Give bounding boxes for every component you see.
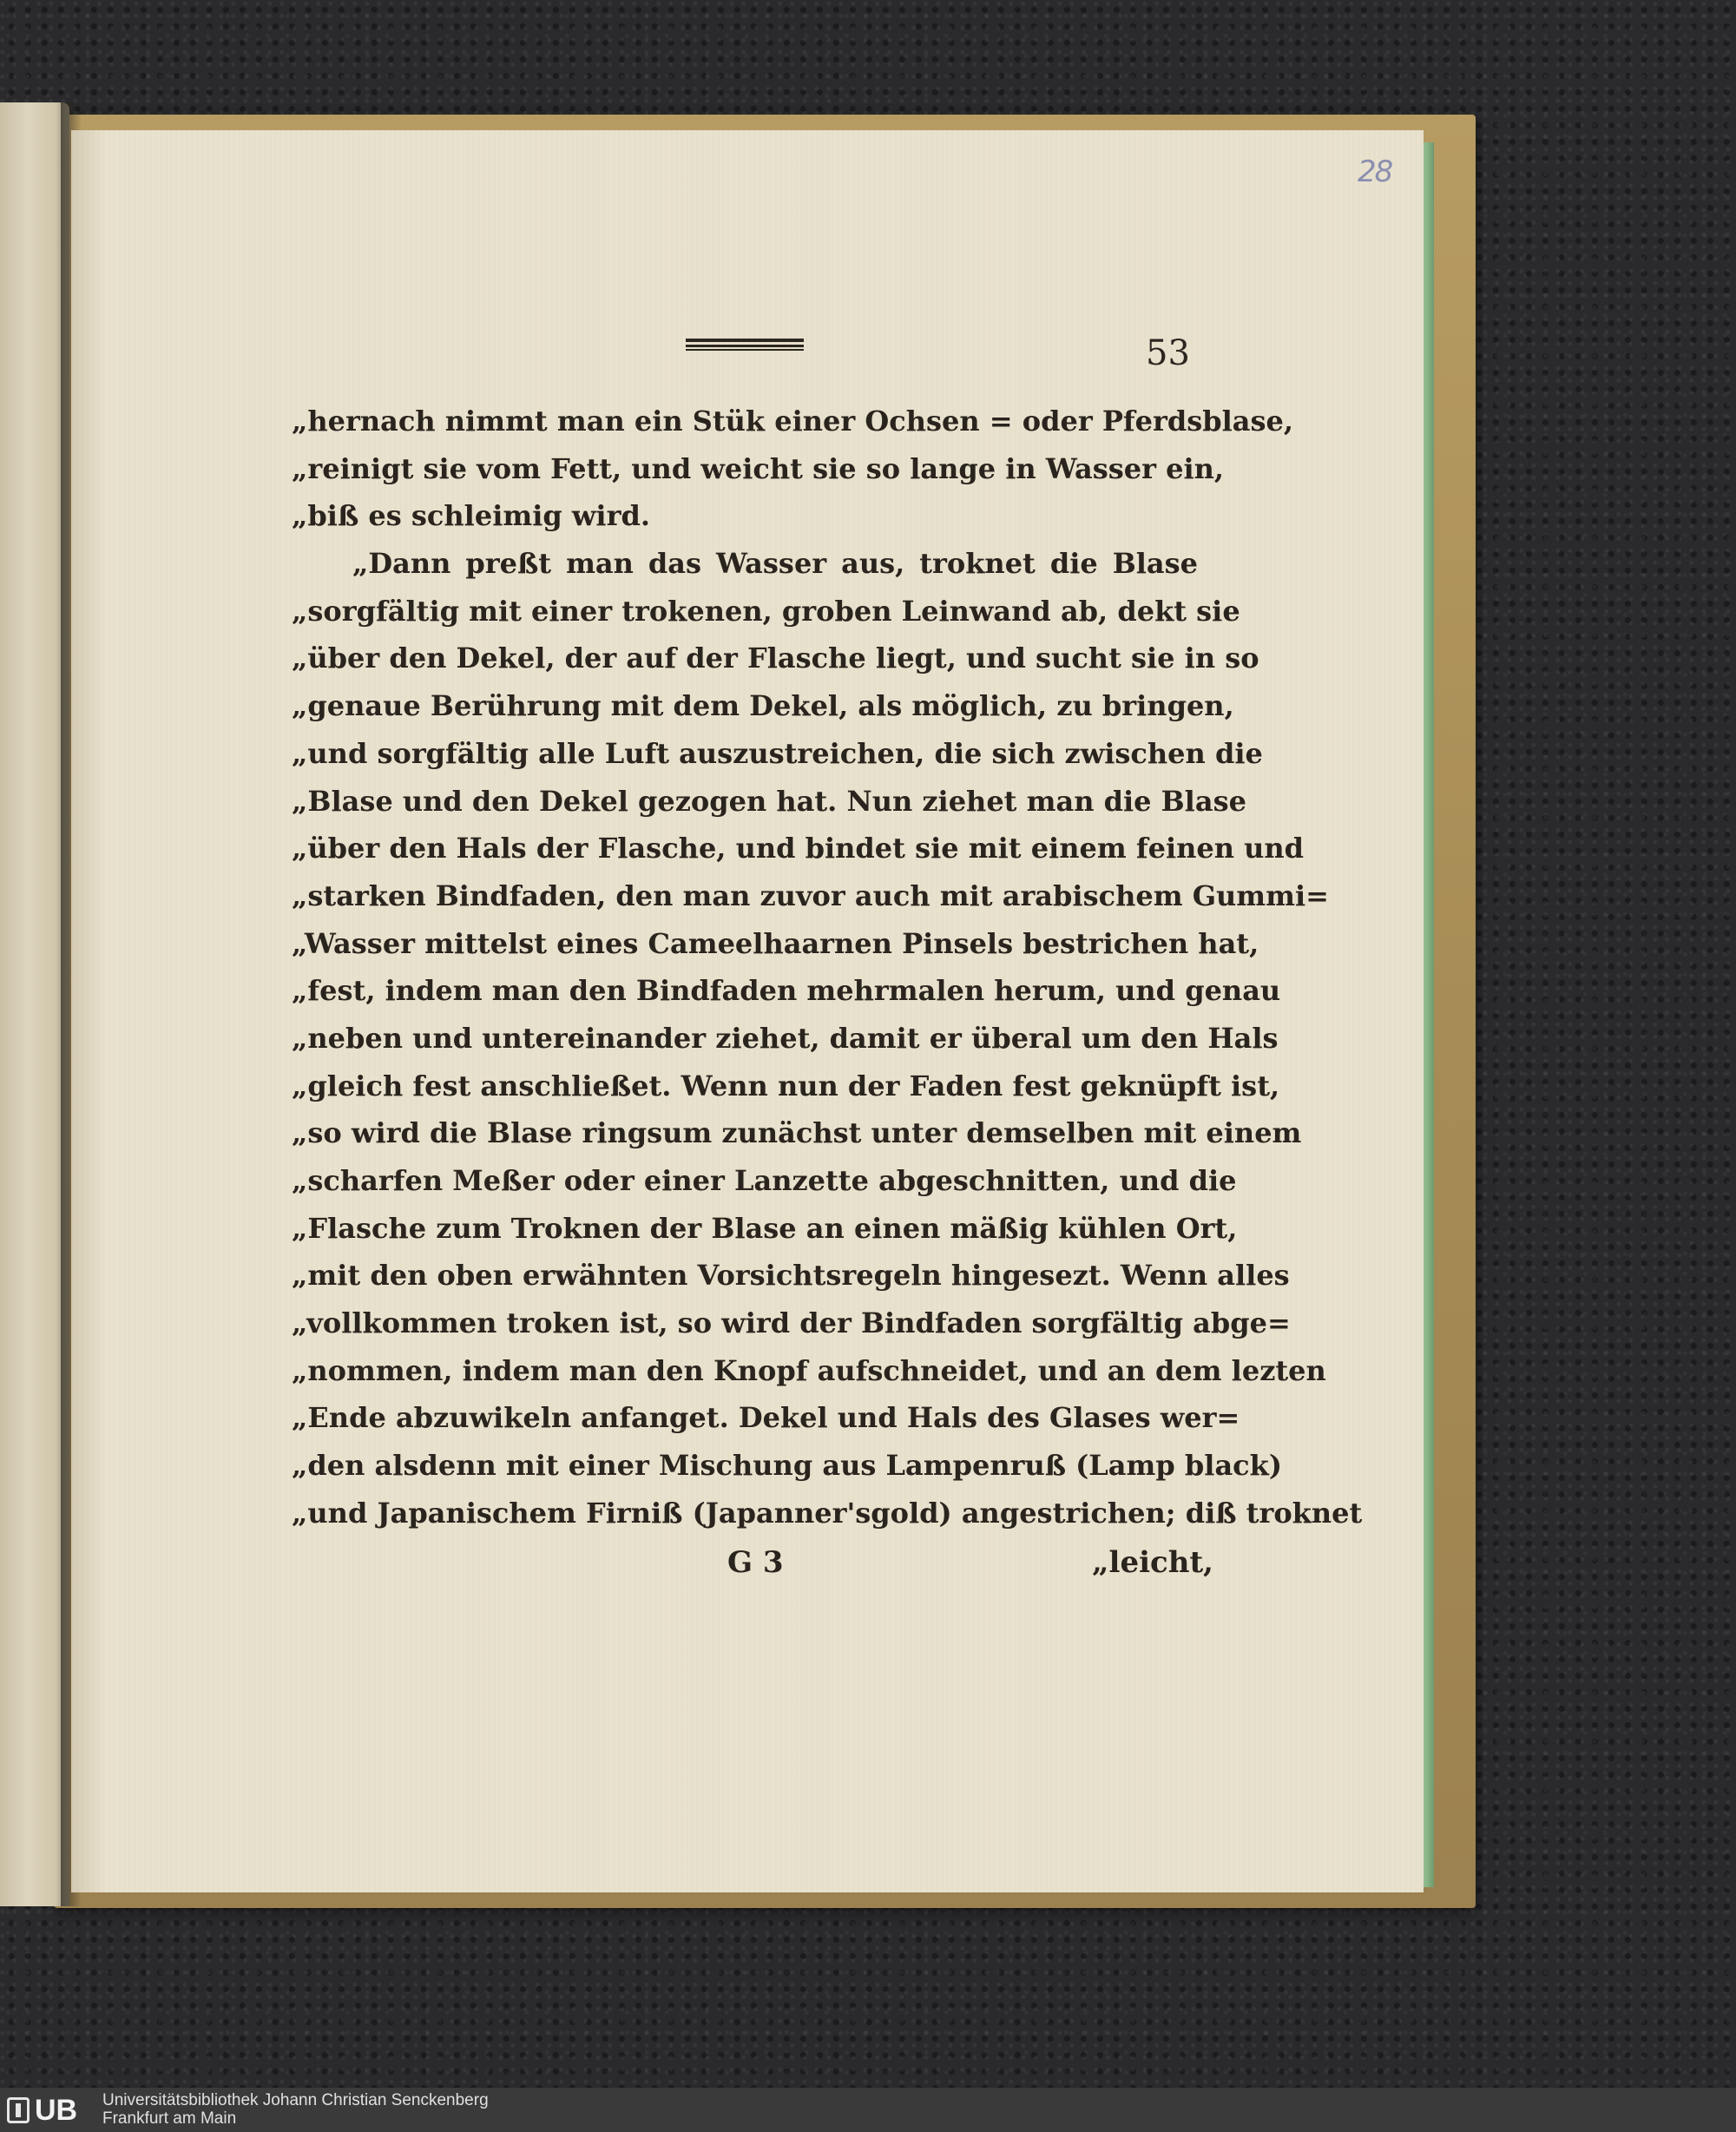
pencil-folio-number: 28 [1358, 155, 1392, 189]
text-line: „Dann preßt man das Wasser aus, troknet die Blase [352, 547, 1198, 581]
text-line: „gleich fest anschließet. Wenn nun der Faden fest geknüpft ist, [292, 1069, 1280, 1102]
text-line: „reinigt sie vom Fett, und weicht sie so lange in Wasser ein, [292, 451, 1225, 485]
text-line: „Wasser mittelst eines Cameelhaarnen Pinsels bestrichen hat, [292, 926, 1259, 960]
text-line: „Ende abzuwikeln anfanget. Dekel und Hals des Glases wer= [292, 1401, 1240, 1435]
text-line: „genaue Berührung mit dem Dekel, als möglich, zu bringen, [292, 689, 1234, 723]
institution-line-2: Frankfurt am Main [102, 2109, 237, 2128]
ub-logo-text: UB [35, 2094, 78, 2127]
text-line: „vollkommen troken ist, so wird der Bindfaden sorgfältig abge= [292, 1306, 1291, 1340]
text-line: „über den Hals der Flasche, und bindet sie mit einem feinen und [292, 832, 1305, 865]
text-line: „starken Bindfaden, den man zuvor auch mit arabischem Gummi= [292, 878, 1329, 912]
page-number: 53 [1146, 333, 1190, 373]
library-footer [0, 2088, 1736, 2132]
text-line: „neben und untereinander ziehet, damit er überal um den Hals [292, 1021, 1279, 1055]
text-line: „nommen, indem man den Knopf aufschneidet, und an dem lezten [292, 1353, 1326, 1387]
text-line: „scharfen Meßer oder einer Lanzette abgeschnitten, und die [292, 1164, 1237, 1197]
institution-name [102, 2091, 489, 2128]
body-text [292, 398, 1363, 1537]
text-line: „den alsdenn mit einer Mischung aus Lampenruß (Lamp black) [292, 1449, 1282, 1483]
text-line: „Flasche zum Troknen der Blase an einen mäßig kühlen Ort, [292, 1211, 1238, 1245]
text-line: „so wird die Blase ringsum zunächst unter demselben mit einem [292, 1116, 1302, 1150]
catchword: „leicht, [1092, 1545, 1213, 1580]
text-line: „fest, indem man den Bindfaden mehrmalen herum, und genau [292, 974, 1281, 1008]
text-line: „und Japanischem Firniß (Japanner'sgold) angestrichen; diß troknet [292, 1496, 1363, 1530]
text-line: „sorgfältig mit einer trokenen, groben Leinwand ab, dekt sie [292, 594, 1240, 628]
institution-line-1: Universitätsbibliothek Johann Christian Senckenberg [102, 2091, 489, 2109]
signature-mark: G 3 [727, 1545, 784, 1580]
header-rule [686, 339, 804, 351]
text-line: „über den Dekel, der auf der Flasche liegt, und sucht sie in so [292, 642, 1259, 675]
ub-logo [7, 2094, 89, 2127]
left-page-edge [0, 102, 69, 1906]
text-line: „mit den oben erwähnten Vorsichtsregeln hingesezt. Wenn alles [292, 1259, 1290, 1293]
text-line: „und sorgfältig alle Luft auszustreichen, die sich zwischen die [292, 736, 1263, 770]
ub-logo-icon [7, 2097, 30, 2123]
text-line: „Blase und den Dekel gezogen hat. Nun ziehet man die Blase [292, 784, 1246, 818]
text-line: „biß es schleimig wird. [292, 499, 650, 533]
text-line: „hernach nimmt man ein Stük einer Ochsen = oder Pferdsblase, [292, 405, 1294, 438]
